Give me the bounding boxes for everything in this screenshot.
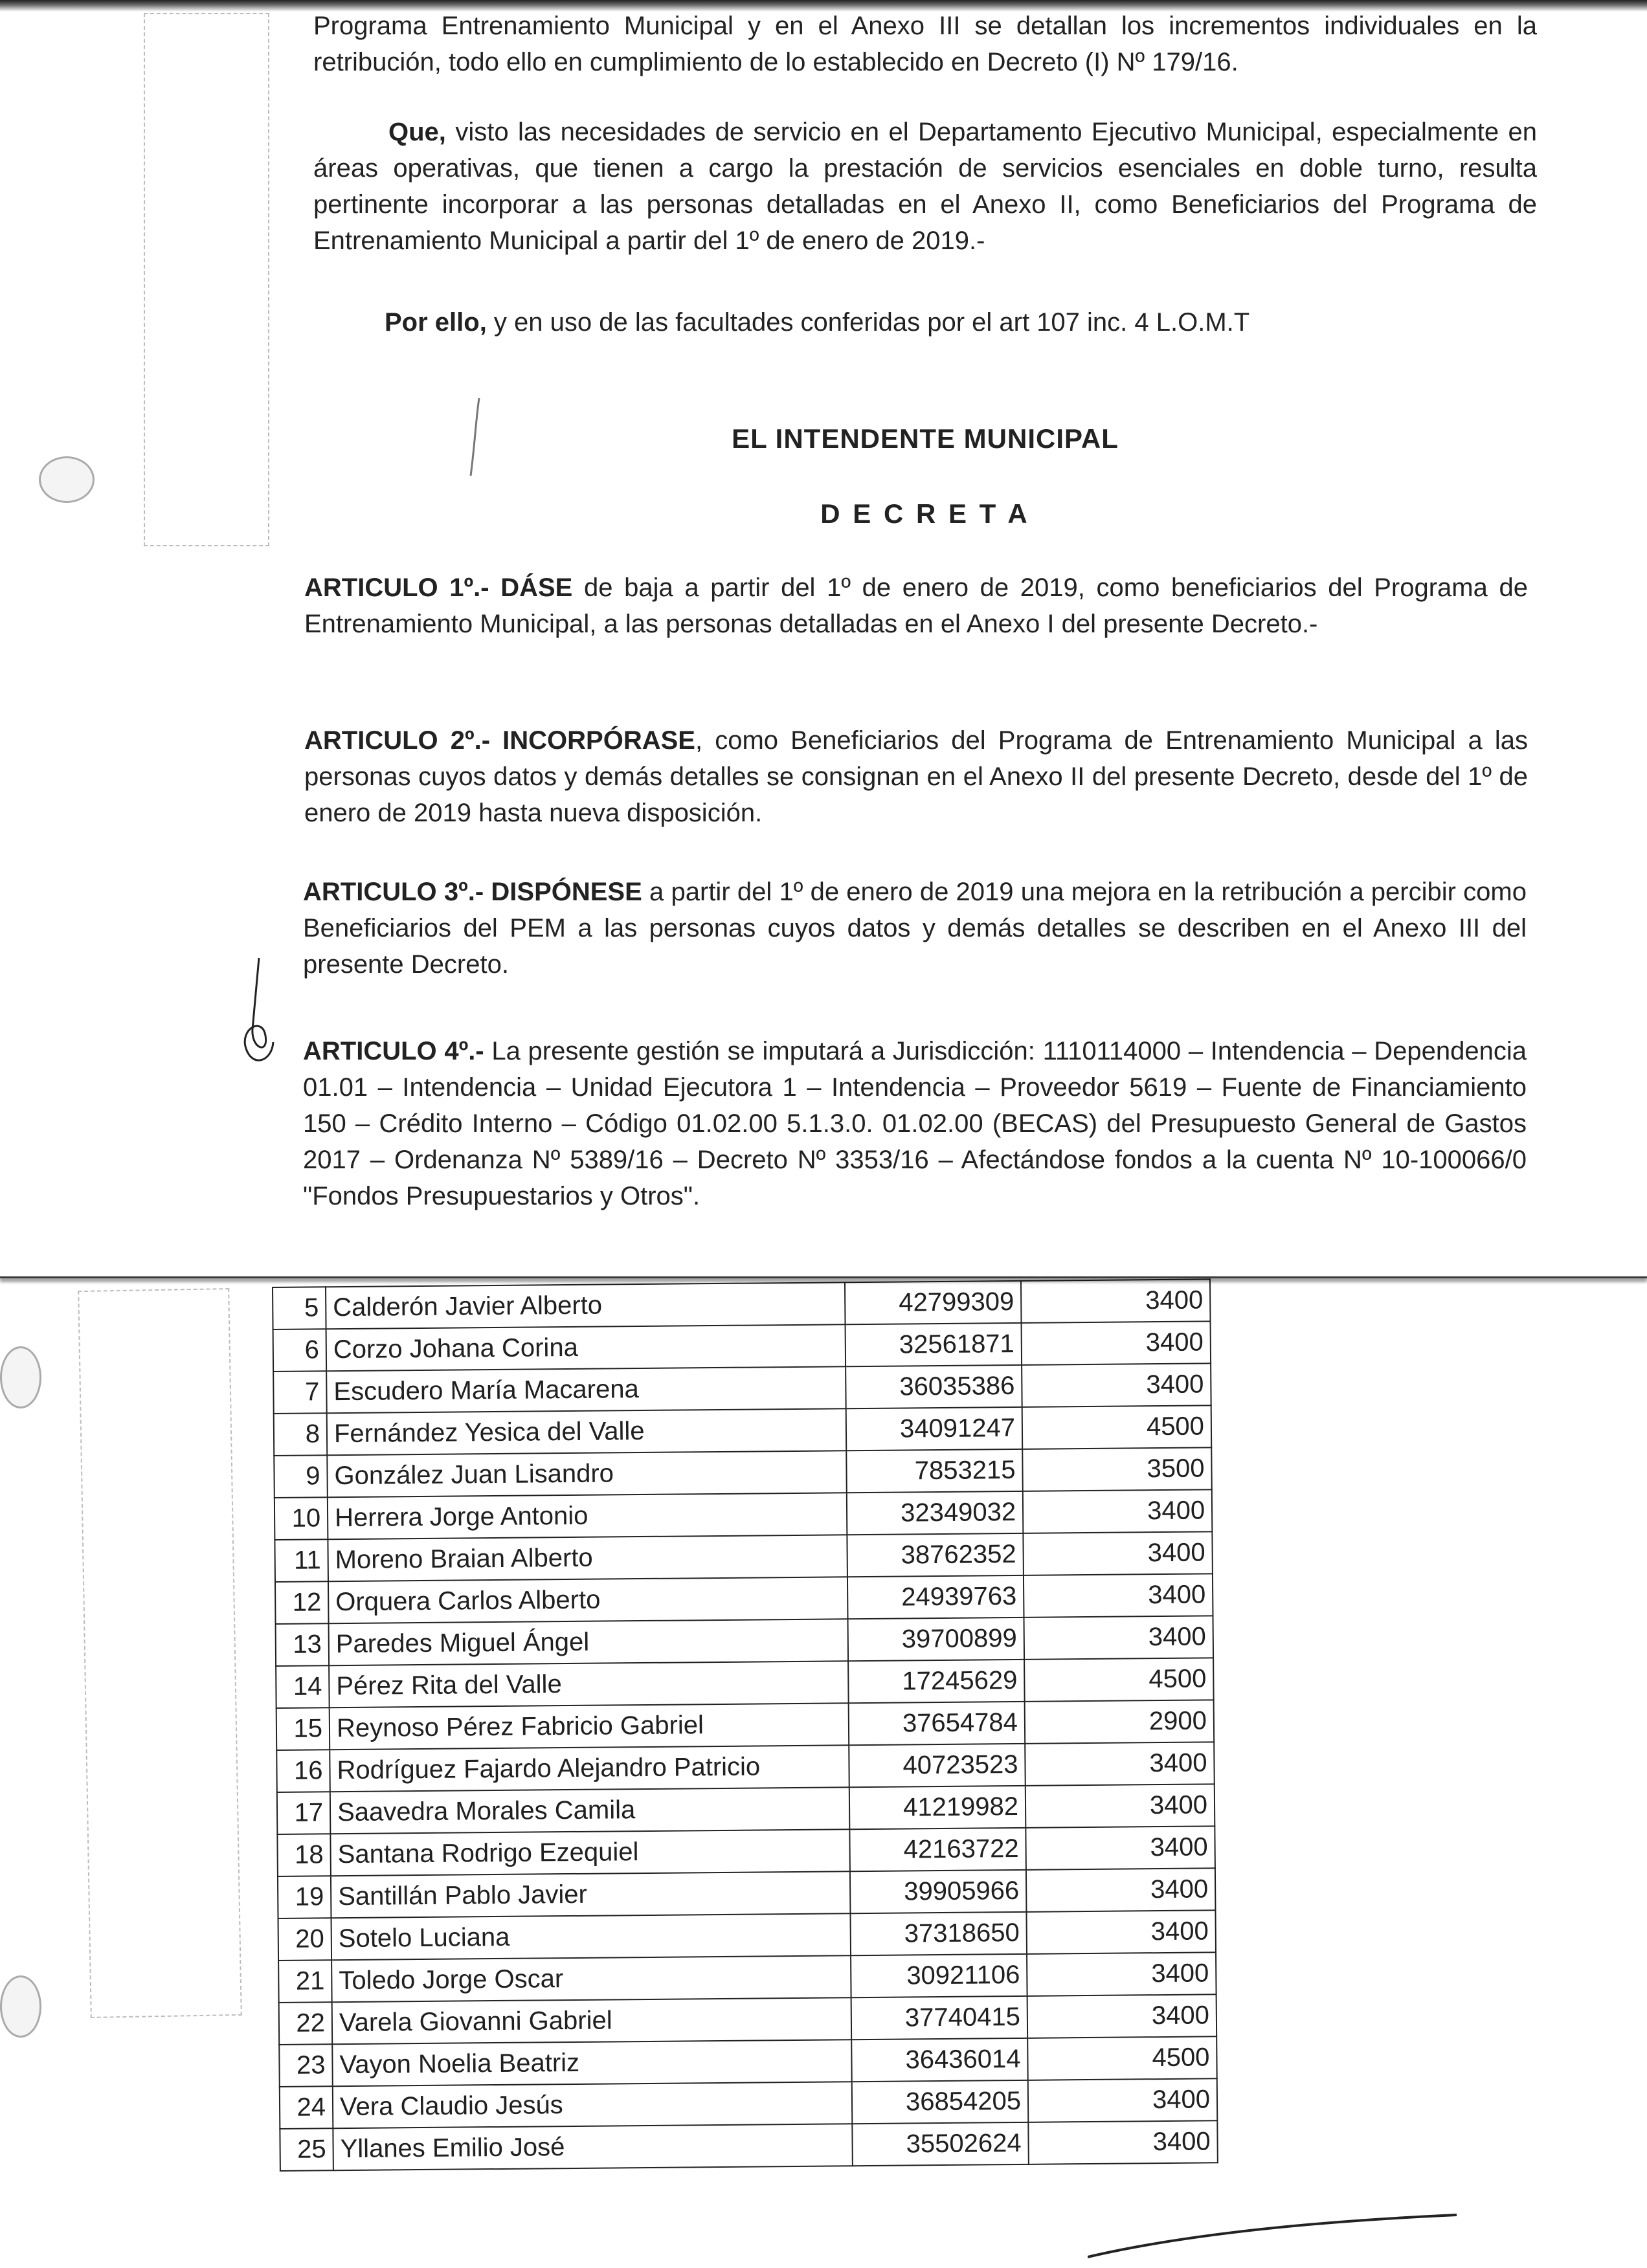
signature-stroke [1088, 2208, 1463, 2260]
cell-amount: 3400 [1025, 1784, 1215, 1828]
cell-amount: 3400 [1021, 1279, 1211, 1323]
faded-stamp [144, 13, 269, 546]
cell-amount: 3400 [1024, 1616, 1214, 1660]
cell-dni: 39700899 [848, 1618, 1025, 1661]
article-2-text: , como Beneficiarios del Programa de Entrenamiento Municipal a las personas cuyos datos y demás detalles se consignan en el Anexo II del presente Decreto, desde del 1º de enero de 2019 hasta nueva disposición. [304, 726, 1528, 827]
decree-heading: EL INTENDENTE MUNICIPAL [732, 423, 1119, 454]
cell-num: 19 [278, 1876, 331, 1918]
article-4-label: ARTICULO 4º.- [303, 1037, 484, 1065]
cell-num: 25 [280, 2128, 333, 2171]
article-4-text: La presente gestión se imputará a Jurisdicción: 1110114000 – Intendencia – Dependencia 01.01 – Intendencia – Unidad Ejecutora 1 – Intendencia – Proveedor 5619 – Fuente de Financiamiento 150 – Crédito Interno – Código 01.02.00 5.1.3.0. 01.02.00 (BECAS) del Presupuesto General de Gastos 2017 – Ordenanza Nº 5389/16 – Decreto Nº 3353/16 – Afectándose fondos a la cuenta Nº 10-100066/0 "Fondos Presupuestarios y Otros". [303, 1037, 1527, 1210]
article-4 [303, 1033, 1527, 1214]
table-row [280, 2120, 1218, 2171]
faded-stamp-vertical [78, 1288, 242, 2018]
cell-name: Sotelo Luciana [331, 1913, 851, 1960]
cell-num: 21 [278, 1960, 332, 2003]
article-3 [303, 874, 1527, 983]
cell-name: Rodríguez Fajardo Alejandro Patricio [330, 1745, 849, 1792]
cell-name: Toledo Jorge Oscar [331, 1955, 851, 2002]
cell-dni: 42799309 [845, 1281, 1022, 1324]
cell-amount: 2900 [1025, 1700, 1215, 1744]
cell-amount: 3400 [1023, 1531, 1213, 1575]
cell-amount: 3400 [1026, 1868, 1216, 1912]
article-3-label: ARTICULO 3º.- DISPÓNESE [303, 878, 642, 906]
cell-name: Vayon Noelia Beatriz [332, 2040, 852, 2086]
cell-name: Vera Claudio Jesús [333, 2082, 853, 2128]
beneficiaries-table [272, 1278, 1218, 2172]
punch-hole [0, 1975, 41, 2038]
para3-text: y en uso de las facultades conferidas por el art 107 inc. 4 L.O.M.T [486, 308, 1250, 337]
cell-dni: 39905966 [850, 1870, 1027, 1913]
cell-num: 18 [277, 1834, 331, 1876]
intro-paragraph-2 [313, 114, 1537, 259]
intro-paragraph-1: Programa Entrenamiento Municipal y en el Anexo III se detallan los incrementos individuales en la retribución, todo ello en cumplimiento de lo establecido en Decreto (I) Nº 179/16. [313, 12, 1537, 76]
cell-name: Escudero María Macarena [326, 1366, 846, 1413]
cell-amount: 4500 [1027, 2036, 1217, 2080]
cell-dni: 7853215 [846, 1449, 1023, 1493]
cell-dni: 37318650 [850, 1912, 1027, 1955]
cell-dni: 34091247 [846, 1407, 1023, 1451]
cell-num: 14 [276, 1665, 330, 1708]
cell-amount: 3400 [1022, 1321, 1211, 1365]
handwritten-initial [233, 951, 285, 1074]
cell-dni: 30921106 [851, 1954, 1027, 1997]
cell-num: 24 [280, 2086, 333, 2129]
cell-dni: 24939763 [847, 1575, 1024, 1619]
cell-name: Saavedra Morales Camila [330, 1787, 850, 1834]
cell-amount: 3400 [1023, 1489, 1213, 1533]
cell-name: Moreno Braian Alberto [328, 1535, 847, 1581]
cell-name: Corzo Johana Corina [326, 1324, 846, 1371]
cell-num: 15 [276, 1707, 330, 1750]
intro-paragraph-3 [313, 304, 1537, 340]
cell-num: 23 [279, 2044, 333, 2087]
cell-num: 22 [279, 2002, 333, 2045]
article-2 [304, 722, 1528, 831]
cell-dni: 36436014 [851, 2038, 1028, 2082]
cell-amount: 4500 [1022, 1405, 1212, 1449]
cell-name: Reynoso Pérez Fabricio Gabriel [330, 1703, 849, 1750]
punch-hole [0, 1346, 41, 1408]
cell-num: 12 [275, 1581, 329, 1624]
para2-lead: Que, [388, 118, 446, 146]
cell-num: 10 [274, 1497, 328, 1540]
article-2-label: ARTICULO 2º.- INCORPÓRASE [304, 726, 695, 755]
cell-amount: 3400 [1028, 2120, 1218, 2164]
para3-lead: Por ello, [385, 308, 487, 337]
article-1-text: de baja a partir del 1º de enero de 2019, como beneficiarios del Programa de Entrenamiento Municipal, a las personas detalladas en el Anexo I del presente Decreto.- [304, 573, 1528, 638]
article-1-label: ARTICULO 1º.- DÁSE [304, 573, 573, 602]
cell-num: 16 [276, 1750, 330, 1792]
cell-num: 7 [273, 1371, 327, 1414]
punch-hole [39, 456, 95, 503]
cell-dni: 36035386 [846, 1365, 1022, 1408]
cell-num: 8 [274, 1413, 328, 1456]
cell-num: 20 [278, 1918, 332, 1961]
cell-dni: 32561871 [846, 1323, 1022, 1366]
para2-text: visto las necesidades de servicio en el Departamento Ejecutivo Municipal, especialmente en áreas operativas, que tienen a cargo la prestación de servicios esenciales en doble turno, resulta pertinente incorporar a las personas detalladas en el Anexo II, como Beneficiarios del Programa de Entrenamiento Municipal a partir del 1º de enero de 2019.- [313, 118, 1537, 255]
cell-name: Varela Giovanni Gabriel [332, 1997, 852, 2044]
cell-name: Santillán Pablo Javier [331, 1871, 851, 1918]
cell-dni: 17245629 [848, 1660, 1025, 1703]
cell-dni: 35502624 [852, 2122, 1029, 2166]
cell-dni: 42163722 [849, 1828, 1026, 1871]
cell-amount: 3400 [1025, 1742, 1215, 1786]
cell-amount: 4500 [1024, 1658, 1214, 1702]
cell-name: Paredes Miguel Ángel [329, 1619, 849, 1665]
cell-dni: 38762352 [847, 1533, 1024, 1577]
decree-subheading: D E C R E T A [820, 498, 1030, 529]
cell-name: Yllanes Emilio José [333, 2124, 853, 2170]
cell-num: 17 [277, 1792, 331, 1834]
cell-num: 11 [274, 1539, 328, 1582]
cell-name: Pérez Rita del Valle [329, 1661, 849, 1707]
cell-dni: 32349032 [847, 1491, 1024, 1535]
cell-amount: 3400 [1027, 1994, 1217, 2038]
cell-name: Calderón Javier Alberto [326, 1282, 846, 1329]
cell-amount: 3400 [1026, 1910, 1216, 1954]
cell-num: 13 [276, 1623, 330, 1666]
cell-name: Herrera Jorge Antonio [328, 1493, 847, 1539]
cell-num: 6 [273, 1329, 327, 1372]
cell-dni: 41219982 [849, 1786, 1026, 1829]
cell-amount: 3400 [1025, 1826, 1215, 1870]
cell-amount: 3400 [1027, 1952, 1216, 1996]
cell-amount: 3500 [1022, 1447, 1212, 1491]
cell-amount: 3400 [1028, 2078, 1218, 2122]
article-1 [304, 570, 1528, 642]
cell-dni: 37740415 [851, 1996, 1028, 2040]
cell-num: 5 [273, 1287, 326, 1329]
cell-name: Fernández Yesica del Valle [327, 1408, 847, 1455]
cell-name: Santana Rodrigo Ezequiel [330, 1829, 850, 1876]
cell-dni: 37654784 [849, 1702, 1025, 1745]
cell-dni: 36854205 [852, 2080, 1029, 2124]
article-3-text: a partir del 1º de enero de 2019 una mejora en la retribución a percibir como Beneficiarios del PEM a las personas cuyos datos y demás detalles se describen en el Anexo III del presente Decreto. [303, 878, 1527, 979]
cell-dni: 40723523 [849, 1744, 1025, 1787]
cell-amount: 3400 [1024, 1573, 1213, 1618]
cell-name: Orquera Carlos Alberto [328, 1577, 848, 1623]
cell-name: González Juan Lisandro [327, 1451, 847, 1497]
cell-num: 9 [274, 1455, 328, 1498]
cell-amount: 3400 [1022, 1363, 1211, 1407]
